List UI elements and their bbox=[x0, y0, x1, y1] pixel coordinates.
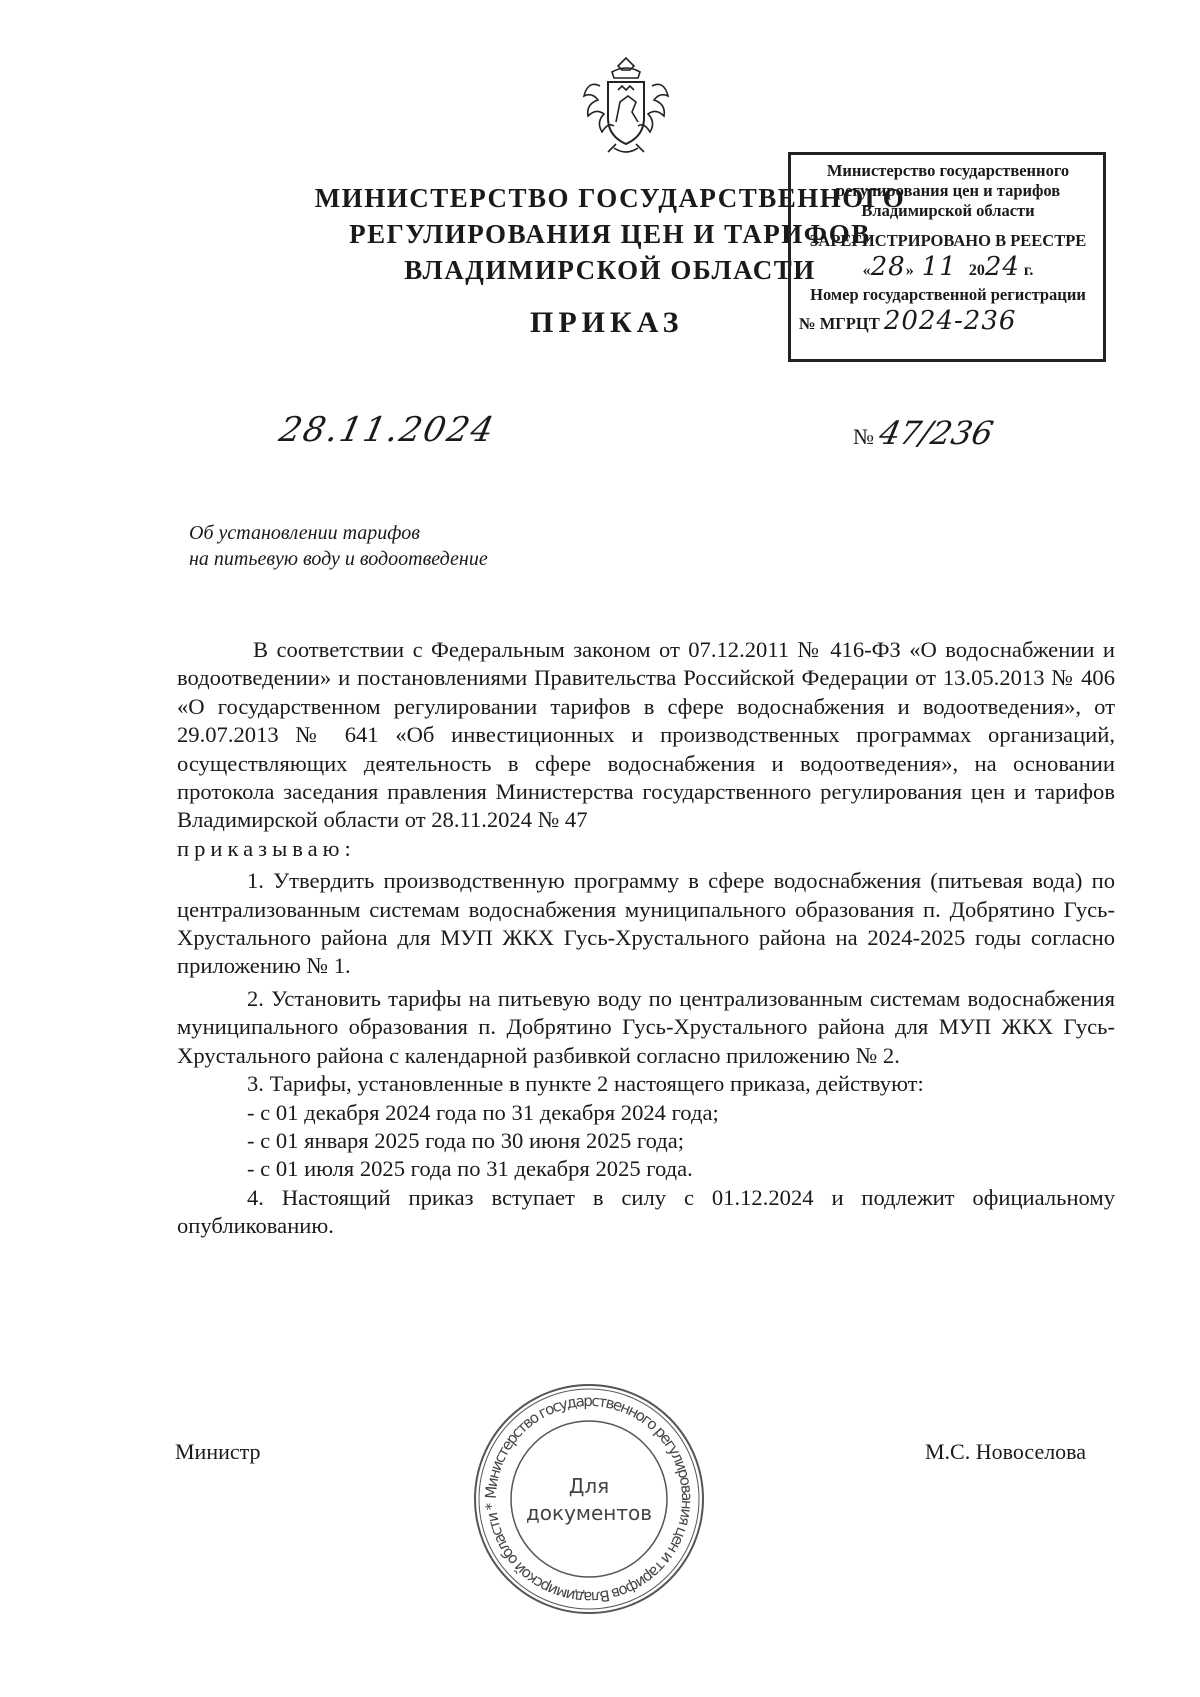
item-4-paragraph: 4. Настоящий приказ вступает в силу с 01.12.2024 и подлежит официальному опубликованию. bbox=[177, 1184, 1115, 1239]
reg-stamp-year-prefix: 20 bbox=[968, 262, 985, 279]
ministry-heading-line2: РЕГУЛИРОВАНИЯ ЦЕН И ТАРИФОВ bbox=[349, 219, 871, 249]
order-subject bbox=[189, 520, 488, 572]
seal-ring-textpath: Министерство государственного регулирования цен и тарифов Владимирской области * bbox=[481, 1391, 697, 1607]
reg-stamp-number-line bbox=[799, 306, 1097, 336]
reg-stamp-year-suffix: 24 bbox=[984, 252, 1020, 282]
order-word: приказываю: bbox=[177, 835, 356, 861]
reg-stamp-line2: регулирования цен и тарифов bbox=[835, 181, 1061, 200]
reg-stamp-month: 11 bbox=[921, 252, 957, 282]
ministry-heading-line1: МИНИСТЕРСТВО ГОСУДАРСТВЕННОГО bbox=[314, 183, 906, 213]
order-number-line bbox=[853, 414, 997, 452]
seal-center-line2: документов bbox=[525, 1501, 653, 1525]
signatory-name: М.С. Новоселова bbox=[925, 1439, 1087, 1464]
subject-line2: на питьевую воду и водоотведение bbox=[189, 548, 488, 570]
registration-stamp bbox=[788, 152, 1106, 362]
order-number-label: № bbox=[853, 424, 874, 449]
period-2-line: - с 01 января 2025 года по 30 июня 2025 года; bbox=[247, 1127, 685, 1153]
reg-stamp-day: 28 bbox=[870, 252, 906, 282]
order-body bbox=[177, 636, 1115, 1241]
subject-line1: Об установлении тарифов bbox=[189, 522, 420, 544]
coat-of-arms-emblem bbox=[578, 56, 674, 160]
signatory-position: Министр bbox=[175, 1439, 261, 1464]
reg-stamp-year-unit: г. bbox=[1023, 262, 1034, 279]
reg-stamp-date: «28» 11 2024 г. bbox=[862, 252, 1034, 282]
order-date: 28.11.2024 bbox=[275, 410, 499, 450]
order-number: 47/236 bbox=[875, 414, 997, 452]
reg-stamp-number-label: Номер государственной регистрации bbox=[810, 285, 1086, 304]
period-3-line: - с 01 июля 2025 года по 31 декабря 2025 года. bbox=[247, 1156, 693, 1182]
seal-ring-text bbox=[482, 1392, 696, 1606]
ministry-heading-line3: ВЛАДИМИРСКОЙ ОБЛАСТИ bbox=[404, 255, 816, 285]
period-1-line: - с 01 декабря 2024 года по 31 декабря 2024 года; bbox=[247, 1099, 719, 1125]
reg-stamp-number: 2024-236 bbox=[883, 306, 1017, 336]
seal-center-line1: Для bbox=[568, 1474, 610, 1498]
reg-stamp-line3: Владимирской области bbox=[861, 201, 1035, 220]
document-type-title: ПРИКАЗ bbox=[530, 306, 684, 339]
item-3-paragraph: 3. Тарифы, установленные в пункте 2 настоящего приказа, действуют: bbox=[247, 1071, 924, 1097]
reg-stamp-number-prefix: № МГРЦТ bbox=[799, 314, 880, 333]
reg-stamp-line1: Министерство государственного bbox=[826, 161, 1070, 180]
reg-stamp-registered: ЗАРЕГИСТРИРОВАНО В РЕЕСТРЕ bbox=[809, 231, 1087, 250]
item-2-paragraph: 2. Установить тарифы на питьевую воду по централизованным системам водоснабжения муниципального образования п. Добрятино Гусь-Хрустального района для МУП ЖКХ Гусь-Хрустального района с календарной разбивкой согласно приложению № 2. bbox=[177, 985, 1115, 1068]
preamble-paragraph: В соответствии с Федеральным законом от 07.12.2011 № 416-ФЗ «О водоснабжении и водоотведении» и постановлениями Правительства Российской Федерации от 13.05.2013 № 406 «О государственном регулировании тарифов в сфере водоснабжения и водоотведения», от 29.07.2013 № 641 «Об инвестиционных и производственных программах организаций, осуществляющих деятельность в сфере водоснабжения и водоотведения», на основании протокола заседания правления Министерства государственного регулирования цен и тарифов Владимирской области от 28.11.2024 № 47 bbox=[177, 637, 1115, 833]
official-seal bbox=[470, 1380, 708, 1618]
item-1-paragraph: 1. Утвердить производственную программу в сфере водоснабжения (питьевая вода) по централизованным системам водоснабжения муниципального образования п. Добрятино Гусь-Хрустального района для МУП ЖКХ Гусь-Хрустального района на 2024-2025 годы согласно приложению № 1. bbox=[177, 868, 1115, 979]
